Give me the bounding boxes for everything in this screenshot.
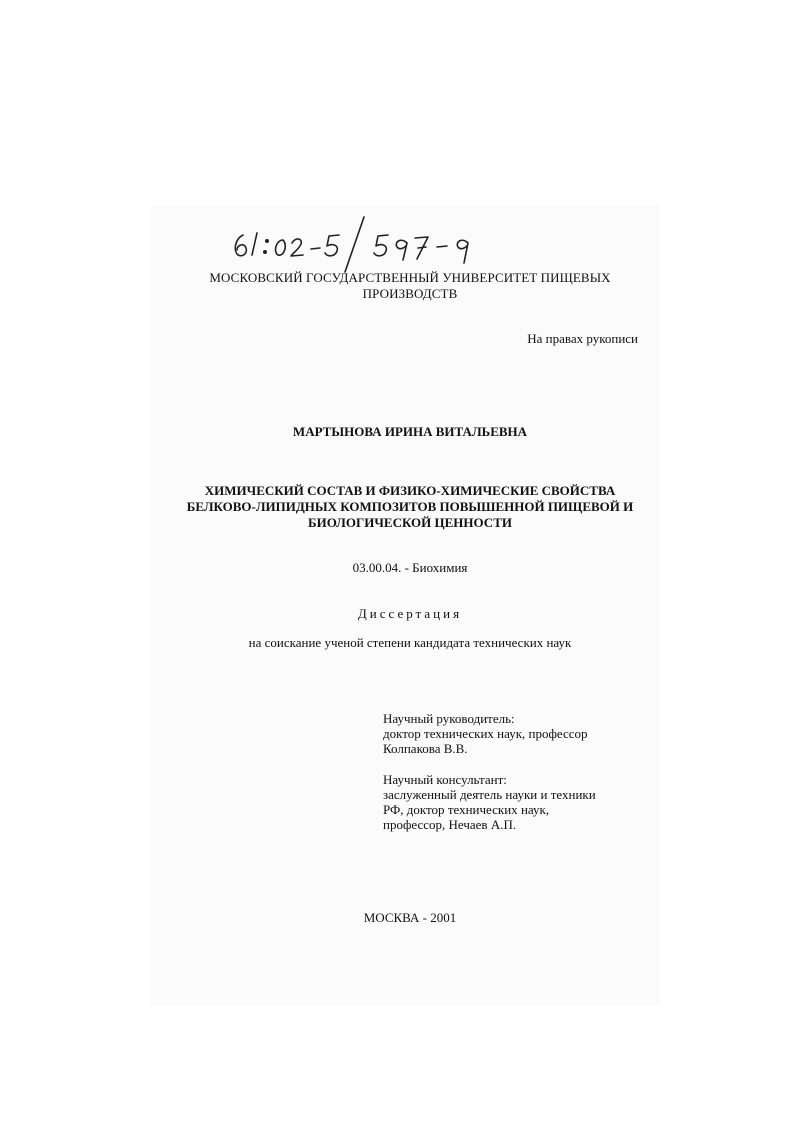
degree-statement: на соискание ученой степени кандидата технических наук <box>248 635 572 650</box>
consultant-word: наук, <box>520 802 550 817</box>
handwritten-catalog-number <box>225 205 515 275</box>
supervisor-title-line <box>383 726 618 741</box>
supervisor-word: наук, <box>497 726 526 741</box>
scan-shade <box>150 205 660 1005</box>
author-name: МАРТЫНОВА ИРИНА ВИТАЛЬЕВНА <box>292 424 528 439</box>
consultant-title-line-2 <box>383 802 618 817</box>
supervisor-word: доктор <box>383 726 421 741</box>
supervisor-word: профессор <box>528 726 588 741</box>
consultant-name-line: профессор, Нечаев А.П. <box>383 817 517 832</box>
consultant-word: технических <box>447 802 518 817</box>
consultant-block <box>383 772 618 832</box>
consultant-word: доктор <box>406 802 445 817</box>
title-line-3: БИОЛОГИЧЕСКОЙ ЦЕННОСТИ <box>308 515 512 530</box>
university-line-1: МОСКОВСКИЙ ГОСУДАРСТВЕННЫЙ УНИВЕРСИТЕТ ПИЩЕВЫХ <box>209 270 611 285</box>
handwritten-number-drawing <box>225 205 515 275</box>
title-line-2: БЕЛКОВО-ЛИПИДНЫХ КОМПОЗИТОВ ПОВЫШЕННОЙ ПИЩЕВОЙ И <box>186 499 634 514</box>
consultant-word: РФ, <box>383 802 404 817</box>
consultant-word: деятель <box>459 787 503 802</box>
consultant-title-line-1 <box>383 787 618 802</box>
university-line-2: ПРОИЗВОДСТВ <box>362 286 458 301</box>
document-type: Диссертация <box>357 606 463 621</box>
consultant-word: техники <box>550 787 596 802</box>
university-name <box>150 270 670 302</box>
supervisor-block <box>383 711 618 756</box>
supervisor-word: технических <box>424 726 494 741</box>
title-line-1: ХИМИЧЕСКИЙ СОСТАВ И ФИЗИКО-ХИМИЧЕСКИЕ СВОЙСТВА <box>204 483 616 498</box>
supervisor-label: Научный руководитель: <box>383 711 515 726</box>
consultant-label: Научный консультант: <box>383 772 507 787</box>
consultant-word: заслуженный <box>383 787 457 802</box>
dissertation-title <box>160 483 660 531</box>
rights-note: На правах рукописи <box>527 331 638 346</box>
consultant-word: науки <box>505 787 538 802</box>
supervisor-name: Колпакова В.В. <box>383 741 468 756</box>
city-year: МОСКВА - 2001 <box>363 910 457 925</box>
specialty-code: 03.00.04. - Биохимия <box>352 560 468 575</box>
consultant-word: и <box>540 787 548 802</box>
